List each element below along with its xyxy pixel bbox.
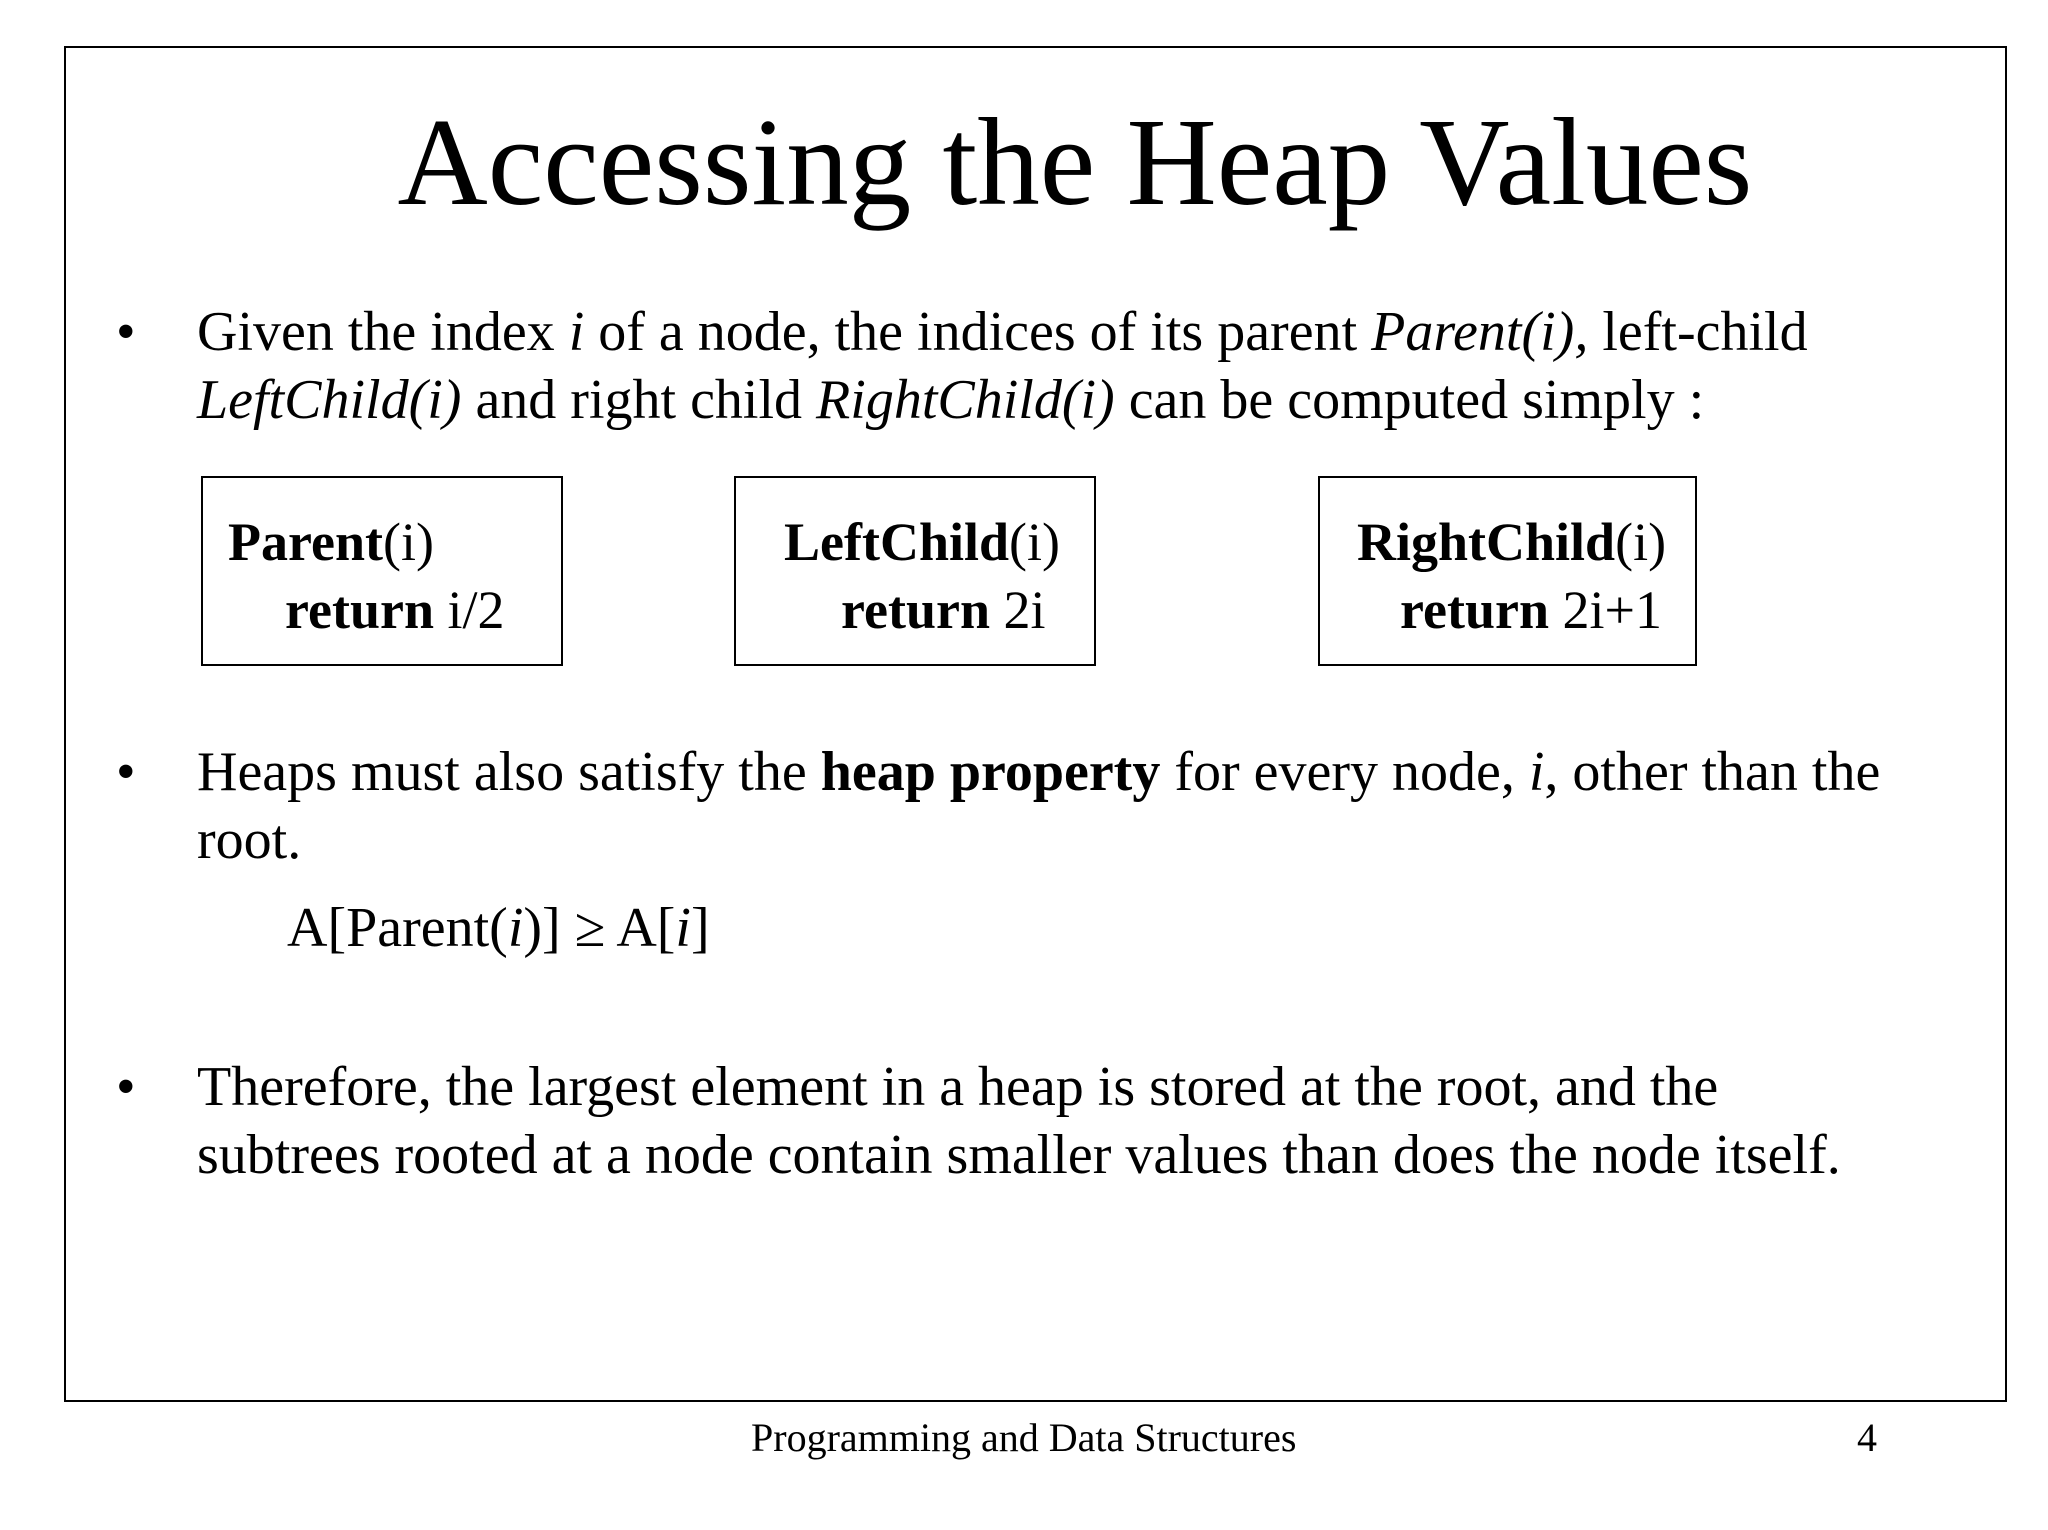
formula-part: A[Parent(: [287, 897, 508, 959]
formula-part: ]: [690, 897, 710, 959]
function-return: [1400, 576, 1662, 644]
function-return: [285, 576, 505, 644]
slide-frame: [64, 46, 2007, 1402]
bullet2-italic-i: i: [1528, 741, 1545, 803]
bullet1-italic-parent: Parent(i),: [1371, 301, 1589, 363]
slide-title: Accessing the Heap Values: [397, 94, 1753, 232]
bullet2-text-part: Heaps must also satisfy the: [197, 741, 821, 803]
bullet-text-3: [197, 1053, 1841, 1189]
bullet-text-1: [197, 298, 1808, 434]
return-keyword: return: [285, 580, 434, 640]
function-return: [841, 576, 1046, 644]
parent-function-box: [201, 476, 563, 666]
bullet2-line-2: root.: [197, 809, 302, 871]
return-expression: 2i: [989, 580, 1046, 640]
function-signature: [784, 508, 1060, 576]
bullet3-line-1: Therefore, the largest element in a heap is stored at the root, and the: [197, 1056, 1719, 1118]
bullet-text-2: [197, 738, 1880, 874]
bullet2-text-part: , other than the: [1544, 741, 1881, 803]
bullet-marker-2: •: [116, 741, 136, 803]
function-name: RightChild: [1357, 512, 1616, 572]
footer-page-number: 4: [1857, 1415, 1877, 1460]
function-param: (i): [1009, 512, 1060, 572]
heap-property-formula: [287, 894, 710, 962]
bullet2-text-part: for every node,: [1160, 741, 1529, 803]
formula-part: )] ≥ A[: [523, 897, 676, 959]
bullet1-text-part: can be computed simply :: [1114, 369, 1705, 431]
bullet1-italic-leftchild: LeftChild(i): [197, 369, 462, 431]
return-keyword: return: [841, 580, 990, 640]
bullet2-bold-heap-property: heap property: [820, 741, 1161, 803]
function-name: LeftChild: [784, 512, 1010, 572]
return-expression: i/2: [433, 580, 505, 640]
function-signature: [228, 508, 434, 576]
bullet1-text-part: left-child: [1588, 301, 1808, 363]
formula-italic-i: i: [675, 897, 691, 959]
bullet1-text-part: Given the index: [197, 301, 569, 363]
return-expression: 2i+1: [1548, 580, 1662, 640]
function-param: (i): [382, 512, 434, 572]
bullet3-line-2: subtrees rooted at a node contain smaller values than does the node itself.: [197, 1124, 1841, 1186]
leftchild-function-box: [734, 476, 1096, 666]
bullet-marker-1: •: [116, 301, 136, 363]
footer-course-title: Programming and Data Structures: [751, 1415, 1297, 1460]
rightchild-function-box: [1318, 476, 1697, 666]
bullet1-italic-rightchild: RightChild(i): [816, 369, 1115, 431]
bullet-marker-3: •: [116, 1056, 136, 1118]
formula-italic-i: i: [507, 897, 524, 959]
bullet1-text-part: of a node, the indices of its parent: [584, 301, 1372, 363]
bullet1-italic-i: i: [568, 301, 585, 363]
function-param: (i): [1615, 512, 1667, 572]
bullet1-text-part: and right child: [461, 369, 817, 431]
return-keyword: return: [1400, 580, 1549, 640]
bullet1-line-2: [197, 366, 1808, 434]
function-name: Parent: [228, 512, 383, 572]
function-signature: [1357, 508, 1666, 576]
